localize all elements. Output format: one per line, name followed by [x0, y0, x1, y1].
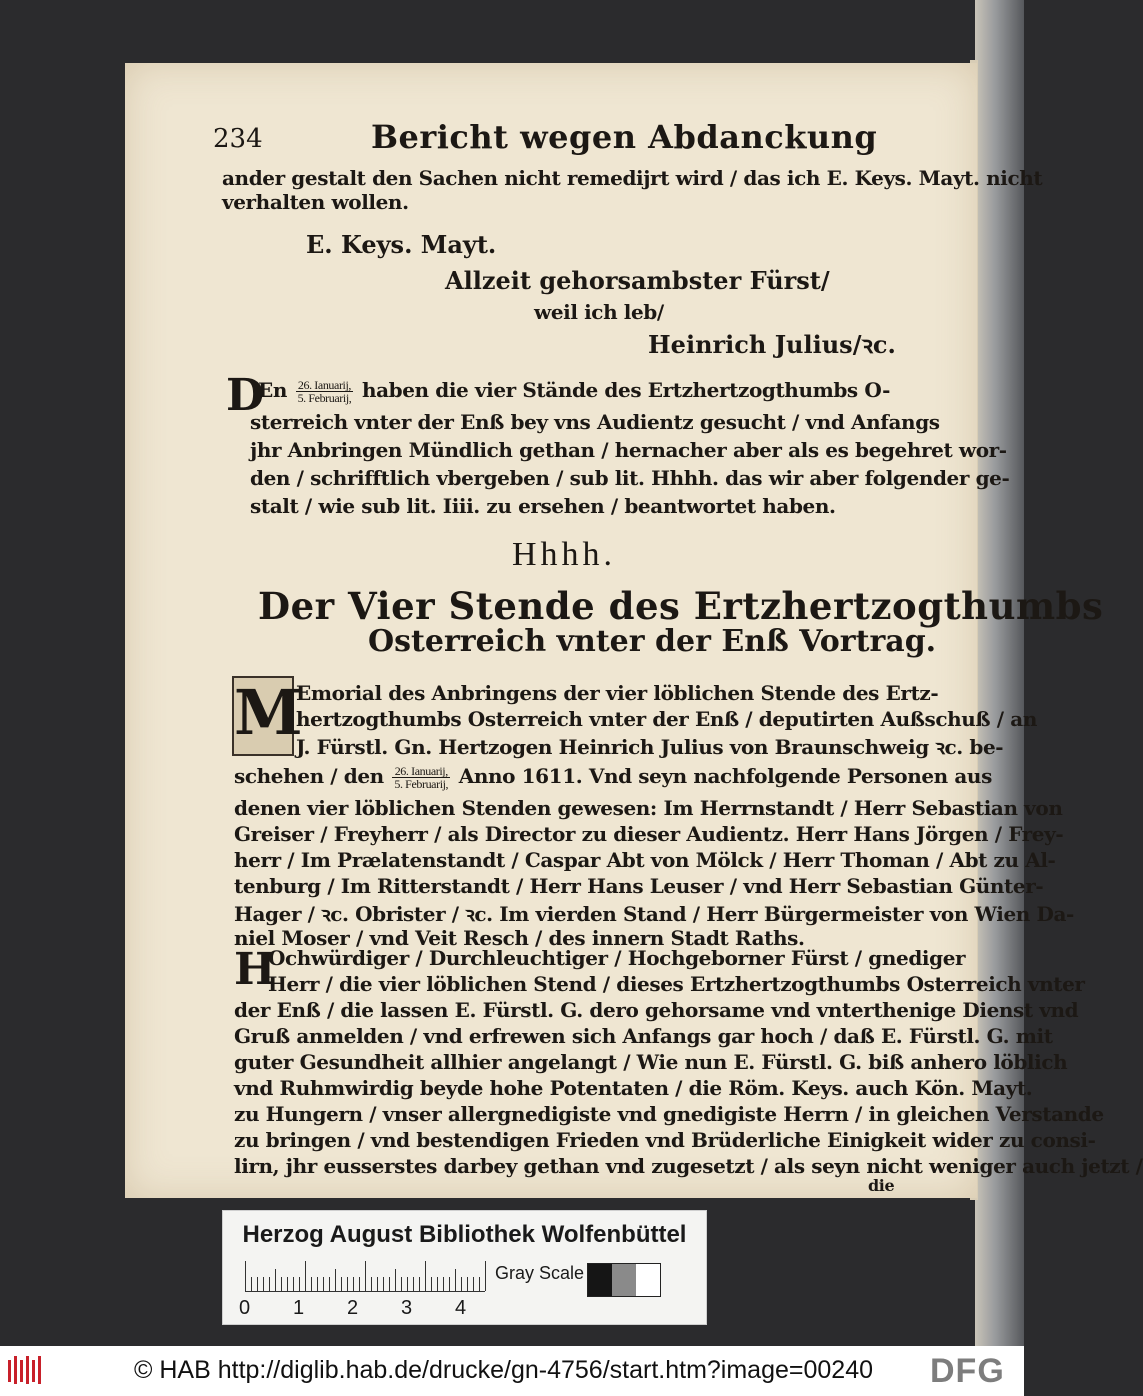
text-line: herr / Im Prælatenstandt / Caspar Abt von Mölck / Herr Thoman / Abt zu Al-: [234, 848, 1056, 872]
page-number: 234: [213, 124, 263, 154]
ruler-label: 1: [293, 1297, 305, 1319]
gray-swatch-mid: [612, 1264, 636, 1296]
text-fragment: Anno 1611. Vnd seyn nachfolgende Personen aus: [458, 764, 992, 788]
ruler-tick: [365, 1261, 366, 1291]
ruler-tick: [401, 1277, 402, 1291]
ruler-tick: [287, 1277, 288, 1291]
drop-initial: D: [226, 370, 265, 421]
text-line: sterreich vnter der Enß bey vns Audientz gesucht / vnd Anfangs: [250, 410, 940, 434]
text-line: verhalten wollen.: [222, 190, 409, 214]
text-line: Greiser / Freyherr / als Director zu dieser Audientz. Herr Hans Jörgen / Frey-: [234, 822, 1064, 846]
signature-name: Heinrich Julius/ꝛc.: [648, 330, 896, 359]
ruler-tick: [413, 1277, 414, 1291]
ruler-tick: [245, 1261, 246, 1291]
ruler-tick: [461, 1277, 462, 1291]
ruler-label: 3: [401, 1297, 413, 1319]
ruler-tick: [359, 1277, 360, 1291]
scanner-backdrop: [975, 0, 1024, 1396]
text-line: denen vier löblichen Stenden gewesen: Im Herrnstandt / Herr Sebastian von: [234, 796, 1063, 820]
text-line: der Enß / die lassen E. Fürstl. G. dero gehorsame vnd vnterthenige Dienst vnd: [234, 998, 1079, 1022]
ruler-tick: [449, 1277, 450, 1291]
ruler-tick: [293, 1277, 294, 1291]
ruler-tick: [383, 1277, 384, 1291]
text-line: [258, 378, 890, 404]
ruler-tick: [485, 1261, 486, 1291]
text-line: niel Moser / vnd Veit Resch / des innern Stadt Raths.: [234, 926, 805, 950]
text-line: J. Fürstl. Gn. Hertzogen Heinrich Julius von Braunschweig ꝛc. be-: [296, 735, 1004, 759]
text-line: lirn, jhr eusserstes darbey gethan vnd zugesetzt / als seyn nicht weniger auch jetzt /: [234, 1154, 1143, 1178]
ruler-tick: [305, 1261, 306, 1291]
ruler-tick: [437, 1277, 438, 1291]
text-line: Hager / ꝛc. Obrister / ꝛc. Im vierden Stand / Herr Bürgermeister von Wien Da-: [234, 902, 1074, 926]
date-numerator: 26. Ianuarij,: [392, 765, 450, 778]
ruler-tick: [281, 1277, 282, 1291]
text-fragment: En: [258, 378, 287, 402]
ruler-tick: [443, 1277, 444, 1291]
ruler-tick: [299, 1277, 300, 1291]
text-line: ander gestalt den Sachen nicht remedijrt wird / das ich E. Keys. Mayt. nicht: [222, 166, 1043, 190]
ruler-tick: [347, 1277, 348, 1291]
ruler-tick: [311, 1277, 312, 1291]
ruler-tick: [329, 1277, 330, 1291]
ruler-tick: [263, 1277, 264, 1291]
ruler-tick: [251, 1277, 252, 1291]
text-line: zu bringen / vnd bestendigen Frieden vnd Brüderliche Einigkeit wider zu consi-: [234, 1128, 1096, 1152]
ruler-tick: [395, 1269, 396, 1291]
ruler-baseline: [245, 1291, 485, 1292]
library-reference-card: [222, 1210, 707, 1325]
signature-line: weil ich leb/: [534, 300, 664, 324]
running-title: Bericht wegen Abdanckung: [371, 118, 878, 156]
date-numerator: 26. Ianuarij,: [296, 379, 354, 392]
gray-swatch-dark: [588, 1264, 612, 1296]
date-fraction: [392, 765, 450, 790]
ruler-tick: [479, 1277, 480, 1291]
ruler-tick: [335, 1269, 336, 1291]
text-line: zu Hungern / vnser allergnedigiste vnd gnedigiste Herrn / in gleichen Verstande: [234, 1102, 1104, 1126]
dfg-logo: DFG: [930, 1352, 1005, 1390]
date-denominator: 5. Februarij,: [394, 777, 449, 791]
text-line: [234, 764, 992, 790]
ruler-tick: [341, 1277, 342, 1291]
footer-source-link[interactable]: © HAB http://diglib.hab.de/drucke/gn-4756/start.htm?image=00240: [134, 1356, 874, 1384]
ruler-tick: [257, 1277, 258, 1291]
text-fragment: schehen / den: [234, 764, 384, 788]
ruler-label: 0: [239, 1297, 251, 1319]
section-heading: Osterreich vnter der Enß Vortrag.: [368, 624, 937, 659]
running-head: [213, 118, 903, 162]
gray-scale-swatches: [587, 1263, 661, 1297]
footer-bar: [0, 1346, 1024, 1396]
signature-line: Allzeit gehorsambster Fürst/: [445, 266, 830, 295]
text-line: Emorial des Anbringens der vier löblichen Stende des Ertz-: [296, 681, 939, 705]
catchword: die: [868, 1176, 895, 1195]
ruler-tick: [377, 1277, 378, 1291]
ruler-tick: [473, 1277, 474, 1291]
library-name: Herzog August Bibliothek Wolfenbüttel: [242, 1221, 687, 1248]
text-line: vnd Ruhmwirdig beyde hohe Potentaten / die Röm. Keys. auch Kön. Mayt.: [234, 1076, 1033, 1100]
signature-salutation: E. Keys. Mayt.: [306, 230, 497, 259]
ruler-tick: [389, 1277, 390, 1291]
text-line: guter Gesundheit allhier angelangt / Wie nun E. Fürstl. G. biß anhero löblich: [234, 1050, 1068, 1074]
ruler-labels: [237, 1297, 497, 1321]
text-line: tenburg / Im Ritterstandt / Herr Hans Leuser / vnd Herr Sebastian Günter-: [234, 874, 1044, 898]
ruler-tick: [467, 1277, 468, 1291]
text-line: Herr / die vier löblichen Stend / dieses Ertzhertzogthumbs Osterreich vnter: [268, 972, 1085, 996]
ruler-label: 4: [455, 1297, 467, 1319]
text-line: stalt / wie sub lit. Iiii. zu ersehen / beantwortet haben.: [250, 494, 836, 518]
ruler-tick: [353, 1277, 354, 1291]
measurement-ruler: [245, 1261, 485, 1295]
drop-initial: H: [234, 944, 276, 995]
ruler-tick: [269, 1277, 270, 1291]
gray-swatch-light: [636, 1264, 660, 1296]
ruler-tick: [455, 1269, 456, 1291]
text-line: Ochwürdiger / Durchleuchtiger / Hochgeborner Fürst / gnediger: [268, 946, 966, 970]
text-line: jhr Anbringen Mündlich gethan / hernacher aber als es begehret wor-: [250, 438, 1007, 462]
text-fragment: haben die vier Stände des Ertzhertzogthumbs O-: [361, 378, 891, 402]
ruler-tick: [419, 1277, 420, 1291]
ruler-tick: [275, 1269, 276, 1291]
ruler-tick: [431, 1277, 432, 1291]
hab-logo-icon: [8, 1354, 46, 1388]
ornate-initial: [232, 676, 303, 756]
gray-scale-label: Gray Scale: [495, 1263, 585, 1283]
ruler-tick: [407, 1277, 408, 1291]
date-fraction: [296, 379, 354, 404]
date-denominator: 5. Februarij,: [297, 391, 352, 405]
text-line: den / schrifftlich vbergeben / sub lit. Hhhh. das wir aber folgender ge-: [250, 466, 1010, 490]
section-heading: Der Vier Stende des Ertzhertzogthumbs: [258, 584, 1104, 628]
section-label: Hhhh.: [512, 536, 617, 573]
ruler-tick: [317, 1277, 318, 1291]
text-line: hertzogthumbs Osterreich vnter der Enß / deputirten Außschuß / an: [296, 707, 1037, 731]
text-line: Gruß anmelden / vnd erfrewen sich Anfangs gar hoch / daß E. Fürstl. G. mit: [234, 1024, 1053, 1048]
ruler-tick: [323, 1277, 324, 1291]
ruler-label: 2: [347, 1297, 359, 1319]
ruler-tick: [371, 1277, 372, 1291]
ornate-initial-letter: M: [234, 676, 303, 749]
ruler-tick: [425, 1261, 426, 1291]
